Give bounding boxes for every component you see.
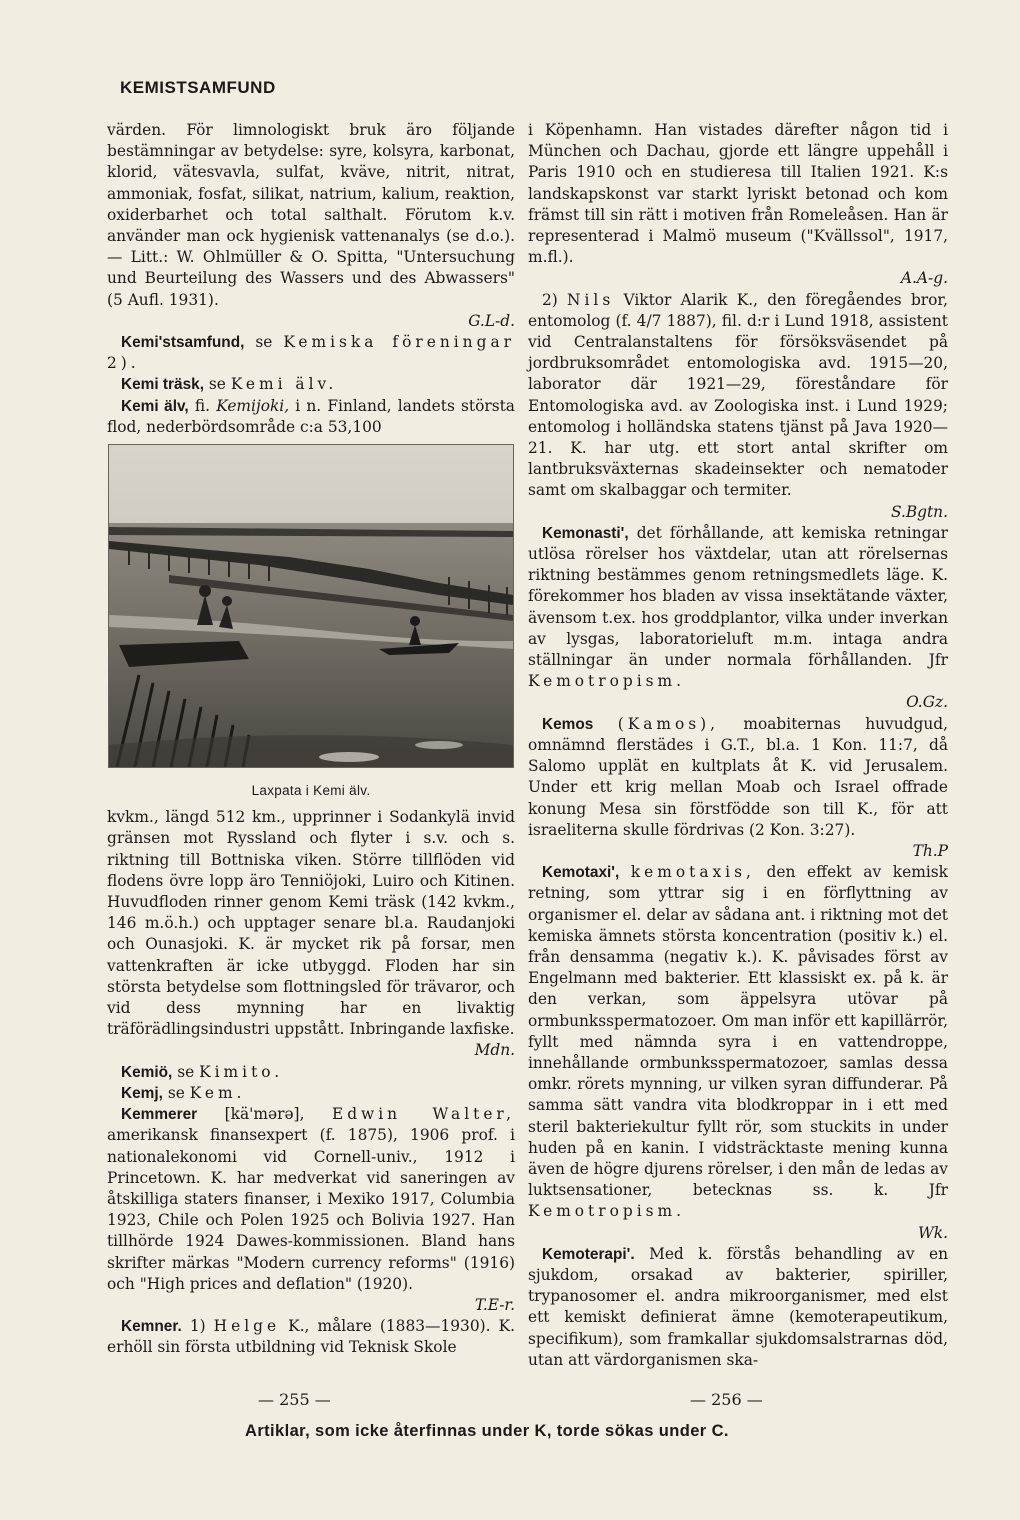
body-text: moabiternas huvudgud, omnämnd flerstädes i G.T., bl.a. 1 Kon. 11:7, då Salomo upplät en kultplats åt K. vid Jerusalem. Under ett krig mellan Moab och Israel offrade konung Mesa sin förstfödde son till K., för att israeliterna skulle fördrivas (2 Kon. 3:27). (528, 714, 948, 839)
cross-reference: Kemotropism. (528, 672, 686, 691)
author-signature: Mdn. (474, 1041, 515, 1060)
alternate-name: kemotaxis, (630, 863, 755, 882)
entry-kemonasti (528, 523, 948, 714)
headword: Kemos (542, 715, 594, 733)
finnish-name: Kemijoki, (216, 396, 290, 415)
author-signature: T.E-r. (474, 1295, 515, 1314)
body-text: kvkm., längd 512 km., upprinner i Sodankylä invid gränsen mot Ryssland och flyter i s.v. och s. riktning till Bottniska viken. Större tillflöden vid flodens övre lopp äro Tenniöjoki, Luiro och Kitinen. Huvudfloden rinner genom Kemi träsk (142 kvkm., 146 m.ö.h.) och upptager senare bl.a. Raudanjoki och Ounasjoki. K. är mycket rik på forsar, men vattenkraften är icke utbyggd. Floden har sin största betydelse som flottningsled för trävaror, och vid dess mynning har en livaktig träförädlingsindustri uppstått. Inbringande laxfiske. (107, 808, 515, 1039)
paragraph (528, 120, 948, 290)
entry-kemio (107, 1062, 515, 1083)
cross-reference: Kemi älv. (230, 375, 338, 394)
body-text: det förhållande, att kemiska retningar utlösa rörelser hos växtdelar, utan att rörelsernas riktning bestämmes genom retningsmedlets läge. K. förekommer hos bladen av vissa insektätande växter, ävensom t.ex. hos groddplantor, vilka under inverkan av lysgas, laboratorieluft m.m. intaga andra ställningar än under normala förhållanden. Jfr (528, 523, 948, 670)
body-text: i n. Finland, landets största flod, nederbördsområde c:a 53,100 (107, 396, 515, 436)
running-head: KEMISTSAMFUND (120, 78, 276, 97)
headword: Kemi älv, (121, 397, 189, 415)
figure (107, 444, 515, 801)
body-text: 1) (189, 1317, 206, 1336)
pronunciation: [kä'mərə], (224, 1105, 305, 1124)
entry-kemi-alv (107, 396, 515, 438)
author-signature: G.L-d. (468, 311, 515, 330)
person-name: Helge (213, 1317, 281, 1336)
headword: Kemi träsk, (121, 376, 204, 394)
headword: Kemmerer (121, 1106, 198, 1124)
paragraph (107, 120, 515, 332)
entry-kemos (528, 714, 948, 862)
person-name: Nils (567, 290, 615, 309)
footer-note: Artiklar, som icke återfinnas under K, torde sökas under C. (245, 1422, 729, 1440)
person-name: Edwin Walter, (331, 1105, 515, 1124)
headword: Kemotaxi', (542, 864, 620, 882)
entry-kemistsamfund (107, 332, 515, 374)
entry-kemner-nils (528, 290, 948, 523)
author-signature: A.A-g. (900, 269, 948, 288)
left-column (107, 120, 515, 1359)
body-text: Viktor Alarik K., den föregåendes bror, entomolog (f. 4/7 1887), fil. d:r i Lund 1918, assistent vid Centralanstaltens för försöksväsendet på jordbruksområdet entomologiska avd. 1915—20, laborator där 1921—29, föreståndare för Entomologiska avd. av Zoologiska inst. i Lund 1929; entomolog i holländska statens tjänst på Java 1920—21. K. har utg. ett stort antal skrifter om lantbruksväxternas skadeinsekter och nematoder samt om skalbaggar och termiter. (528, 290, 948, 500)
author-signature: Th.P (912, 841, 948, 860)
author-signature: S.Bgtn. (890, 502, 948, 521)
entry-kemotaxi (528, 862, 948, 1244)
headword: Kemj, (121, 1084, 163, 1102)
body-text: se (177, 1062, 195, 1081)
headword: Kemonasti', (542, 524, 629, 542)
entry-kemj (107, 1083, 515, 1104)
headword: Kemoterapi'. (542, 1245, 635, 1263)
body-text: se (208, 375, 226, 394)
figure-caption: Laxpata i Kemi älv. (251, 783, 371, 799)
photo-salmon-weir (108, 444, 514, 768)
author-signature: O.Gz. (906, 693, 948, 712)
entry-kemner (107, 1316, 515, 1358)
cross-reference: Kem. (189, 1083, 246, 1102)
cross-reference: Kemotropism. (528, 1202, 686, 1221)
entry-kemmerer (107, 1104, 515, 1316)
headword: Kemiö, (121, 1063, 173, 1081)
headword: Kemner. (121, 1318, 182, 1336)
body-text: 2) (542, 290, 558, 309)
body-text: se (255, 333, 273, 352)
cross-reference: Kimito. (199, 1062, 284, 1081)
page-number-left: — 255 — (258, 1390, 331, 1409)
body-text: fi. (194, 396, 211, 415)
body-text: den effekt av kemisk retning, som yttrar sig i en förflyttning av organismer el. delar av sådana ant. i riktning mot det kemiska ämnets största koncentration (positiv k.) el. från densamma (negativ k.). K. påvisades först av Engelmann med bakterier. Ett klassiskt ex. på k. är den verkan, som äppelsyra utövar på ormbunksspermatozoer. Om man inför ett kapillärrör, fyllt med nämnda syra i en vattendroppe, innehållande ormbunksspermatozoer, samlas dessa omkr. rörets mynning, ur vilken syran diffunderar. På samma sätt vandra vita blodkroppar in i ett med steril bakteriekultur fyllt rör, som stuckits in under huden på en kanin. I vidsträcktaste mening kunna även de högre djurens rörelser, i den mån de ledas av luktsensationer, betecknas ss. k. Jfr (528, 863, 948, 1200)
right-column (528, 120, 948, 1371)
headword: Kemi'stsamfund, (121, 334, 245, 352)
body-text: i Köpenhamn. Han vistades därefter någon tid i München och Dachau, gjorde ett längre uppehåll i Paris 1910 och en studieresa till Italien 1921. K:s landskapskonst var starkt lyriskt betonad och kom främst till sin rätt i motiven från Romeleåsen. Han är representerad i Malmö museum ("Kvällssol", 1917, m.fl.). (528, 121, 948, 267)
author-signature: Wk. (917, 1223, 948, 1242)
page-number-right: — 256 — (690, 1390, 763, 1409)
entry-kemi-trask (107, 374, 515, 395)
body-text: se (167, 1083, 185, 1102)
cross-reference: Kemiska föreningar 2). (107, 333, 515, 373)
paragraph (107, 807, 515, 1061)
body-text: värden. För limnologiskt bruk äro följande bestämningar av betydelse: syre, kolsyra, karbonat, klorid, vätesvavla, sulfat, kväve, nitrit, nitrat, ammoniak, fosfat, silikat, natrium, kalium, reaktion, oxiderbarhet och total salthalt. Förutom k.v. använder man ock hygienisk vattenanalys (se d.o.). — Litt.: W. Ohlmüller & O. Spitta, "Untersuchung und Beurteilung des Wassers und des Abwassers" (5 Aufl. 1931). (107, 121, 515, 309)
body-text: amerikansk finansexpert (f. 1875), 1906 prof. i nationalekonomi vid Cornell-univ., 1912 i Princetown. K. har medverkat vid saneringen av åtskilliga staters finanser, i Mexiko 1917, Columbia 1923, Chile och Polen 1925 och Bolivia 1927. Han tillhörde 1924 Dawes-kommissionen. Bland hans skrifter märkas "Modern currency reforms" (1916) och "High prices and deflation" (1920). (107, 1126, 515, 1293)
body-text: K., målare (1883—1930). K. erhöll sin första utbildning vid Teknisk Skole (107, 1317, 515, 1357)
entry-kemoterapi (528, 1244, 948, 1371)
alternate-name: (Kamos), (617, 714, 720, 733)
body-text: Med k. förstås behandling av en sjukdom, orsakad av bakterier, spiriller, trypanosomer el. andra mikroorganismer, med elst ett kemiskt definierat ämne (kemoterapeutikum, specifikum), som framkallar sjukdomsalstrarnas död, utan att värdorganismen ska- (528, 1244, 948, 1369)
